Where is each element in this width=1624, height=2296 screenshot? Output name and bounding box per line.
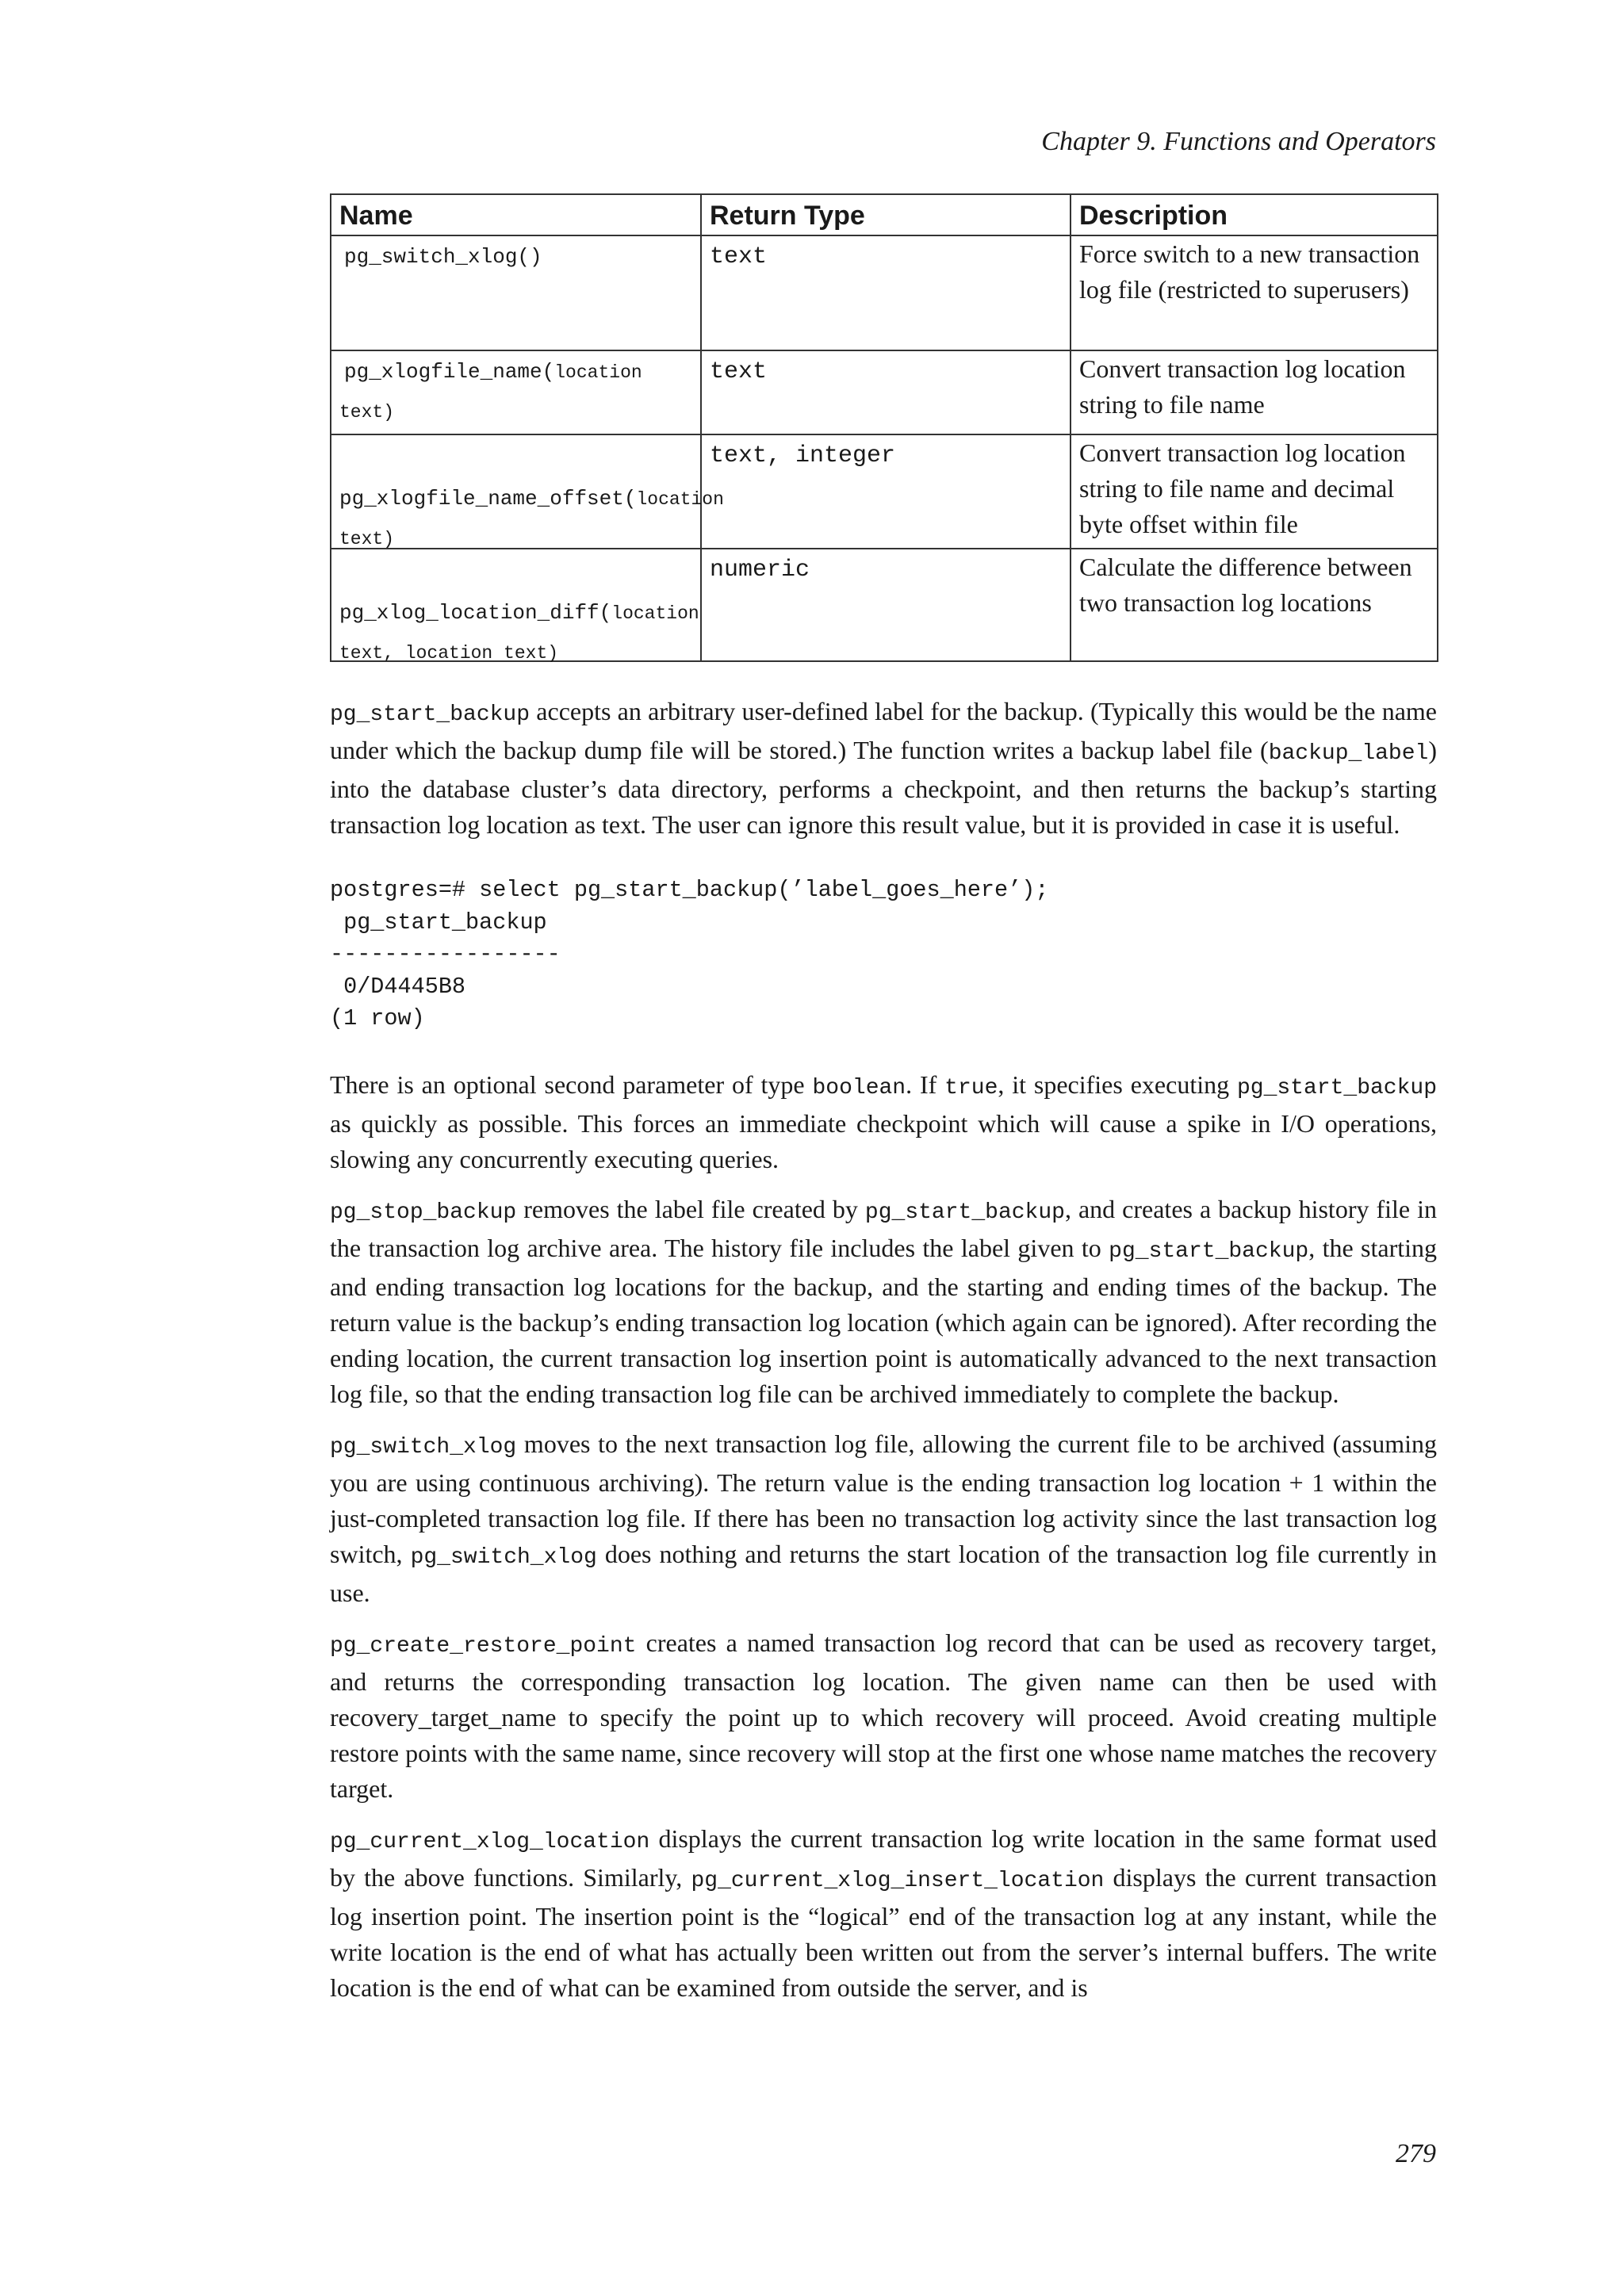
function-name-cell bbox=[331, 350, 701, 434]
paragraph-text: accepts an arbitrary user-defined label for the backup. (Typically this would be the name under which the backup dump file will be stored.) The function writes a backup label file ( bbox=[330, 697, 1437, 764]
paragraph-switch-xlog bbox=[330, 1426, 1437, 1611]
paragraph-text: , the starting and ending transaction log locations for the backup, and the starting and ending times of the backup. The return value is the backup’s ending transaction log location (which again can be ignored). After recording the ending location, the current transaction log insertion point is automatically advanced to the next transaction log file, so that the ending transaction log file can be archived immediately to complete the backup. bbox=[330, 1233, 1438, 1408]
column-header-return-type: Return Type bbox=[701, 194, 1071, 235]
function-name-cell bbox=[331, 434, 724, 549]
table-row bbox=[331, 434, 1438, 549]
functions-table bbox=[330, 193, 1438, 662]
inline-code: true bbox=[944, 1075, 998, 1100]
return-type-cell bbox=[701, 549, 1071, 661]
table-row bbox=[331, 350, 1438, 434]
paragraph-text: displays the current transaction log insertion point. The insertion point is the “logical” end of the transaction log at any instant, while the write location is the end of what has actually been written out from the server’s internal buffers. The write location is the end of what can be examined from outside the server, and is bbox=[330, 1862, 1438, 2002]
inline-code: pg_current_xlog_insert_location bbox=[691, 1868, 1105, 1893]
paragraph-text: creates a named transaction log record that can be used as recovery target, and returns the corresponding transaction log location. The given name can then be used with recovery_target_name to specify the point up to which recovery will proceed. Avoid creating multiple restore points with the same name, since recovery will stop at the first one whose name matches the recovery target. bbox=[330, 1628, 1437, 1803]
page-number: 279 bbox=[1396, 2139, 1436, 2168]
inline-code: pg_current_xlog_location bbox=[330, 1829, 650, 1854]
table-row bbox=[331, 235, 1438, 350]
paragraph-text: moves to the next transaction log file, allowing the current file to be archived (assuming you are using continuous archiving). The return value is the ending transaction log location + 1 within the just-completed transaction log file. If there has been no transaction log activity since the last transaction log switch, bbox=[330, 1429, 1437, 1568]
return-type-cell bbox=[701, 235, 1071, 350]
function-name: pg_xlogfile_name( bbox=[344, 360, 555, 384]
paragraph-text: ) into the database cluster’s data directory, performs a checkpoint, and then returns the backup’s starting transaction log location as text. The user can ignore this result value, but it is provided in case it is useful. bbox=[330, 736, 1437, 839]
return-type: text bbox=[710, 358, 768, 385]
return-type: text bbox=[710, 243, 768, 270]
column-header-name: Name bbox=[331, 194, 701, 235]
function-arg: location bbox=[636, 489, 724, 510]
inline-code: pg_switch_xlog bbox=[410, 1544, 597, 1570]
inline-code: boolean bbox=[812, 1075, 906, 1100]
inline-code: pg_stop_backup bbox=[330, 1200, 517, 1225]
paragraph-optional-parameter bbox=[330, 1067, 1437, 1177]
paragraph-start-backup bbox=[330, 694, 1437, 843]
code-example: postgres=# select pg_start_backup(’label_goes_here’); pg_start_backup ----------------- 0/D4445B8 (1 row) bbox=[330, 877, 1049, 1031]
return-type: text, integer bbox=[710, 442, 896, 469]
paragraph-text: as quickly as possible. This forces an immediate checkpoint which will cause a spike in I/O operations, slowing any concurrently executing queries. bbox=[330, 1108, 1437, 1173]
paragraph-text: removes the label file created by bbox=[516, 1194, 865, 1223]
description-cell: Calculate the difference between two transaction log locations bbox=[1071, 549, 1438, 661]
paragraph-stop-backup bbox=[330, 1192, 1437, 1412]
function-arg-type: text, location text) bbox=[339, 643, 559, 664]
inline-code: pg_create_restore_point bbox=[330, 1633, 637, 1659]
inline-code: backup_label bbox=[1268, 741, 1429, 766]
paragraph-text: . If bbox=[906, 1070, 945, 1099]
function-name-cell bbox=[331, 235, 701, 350]
column-header-description: Description bbox=[1071, 194, 1438, 235]
function-arg: location bbox=[554, 362, 642, 383]
paragraph-text: displays the current transaction log write location in the same format used by the above functions. Similarly, bbox=[330, 1823, 1437, 1892]
running-header: Chapter 9. Functions and Operators bbox=[1041, 127, 1436, 156]
paragraph-text: , and creates a backup history file in the transaction log archive area. The history file includes the label given to bbox=[330, 1194, 1438, 1262]
page-content bbox=[330, 193, 1437, 2020]
function-arg-type: text) bbox=[339, 529, 395, 549]
function-name: pg_xlog_location_diff( bbox=[339, 601, 612, 625]
return-type-cell bbox=[701, 434, 1071, 549]
table-row bbox=[331, 549, 1438, 661]
inline-code: pg_switch_xlog bbox=[330, 1434, 517, 1460]
return-type-cell bbox=[701, 350, 1071, 434]
paragraph-text: , it specifies executing bbox=[998, 1070, 1237, 1099]
function-arg: location bbox=[611, 603, 699, 624]
paragraph-current-location bbox=[330, 1821, 1437, 2006]
function-name-cell bbox=[331, 549, 701, 664]
paragraph-text: does nothing and returns the start location of the transaction log file currently in use. bbox=[330, 1539, 1438, 1607]
description-cell: Convert transaction log location string to file name bbox=[1071, 350, 1438, 434]
description-cell: Force switch to a new transaction log file (restricted to superusers) bbox=[1071, 235, 1438, 350]
paragraph-text: There is an optional second parameter of type bbox=[330, 1070, 813, 1099]
function-name: pg_switch_xlog() bbox=[344, 245, 542, 269]
description-cell: Convert transaction log location string to file name and decimal byte offset within file bbox=[1071, 434, 1438, 549]
table-header-row bbox=[331, 194, 1438, 235]
inline-code: pg_start_backup bbox=[1109, 1238, 1309, 1264]
inline-code: pg_start_backup bbox=[1236, 1075, 1438, 1100]
inline-code: pg_start_backup bbox=[330, 702, 530, 727]
inline-code: pg_start_backup bbox=[864, 1200, 1065, 1225]
function-name: pg_xlogfile_name_offset( bbox=[339, 487, 637, 511]
paragraph-restore-point bbox=[330, 1625, 1437, 1807]
function-arg-type: text) bbox=[339, 402, 395, 423]
return-type: numeric bbox=[710, 557, 810, 584]
